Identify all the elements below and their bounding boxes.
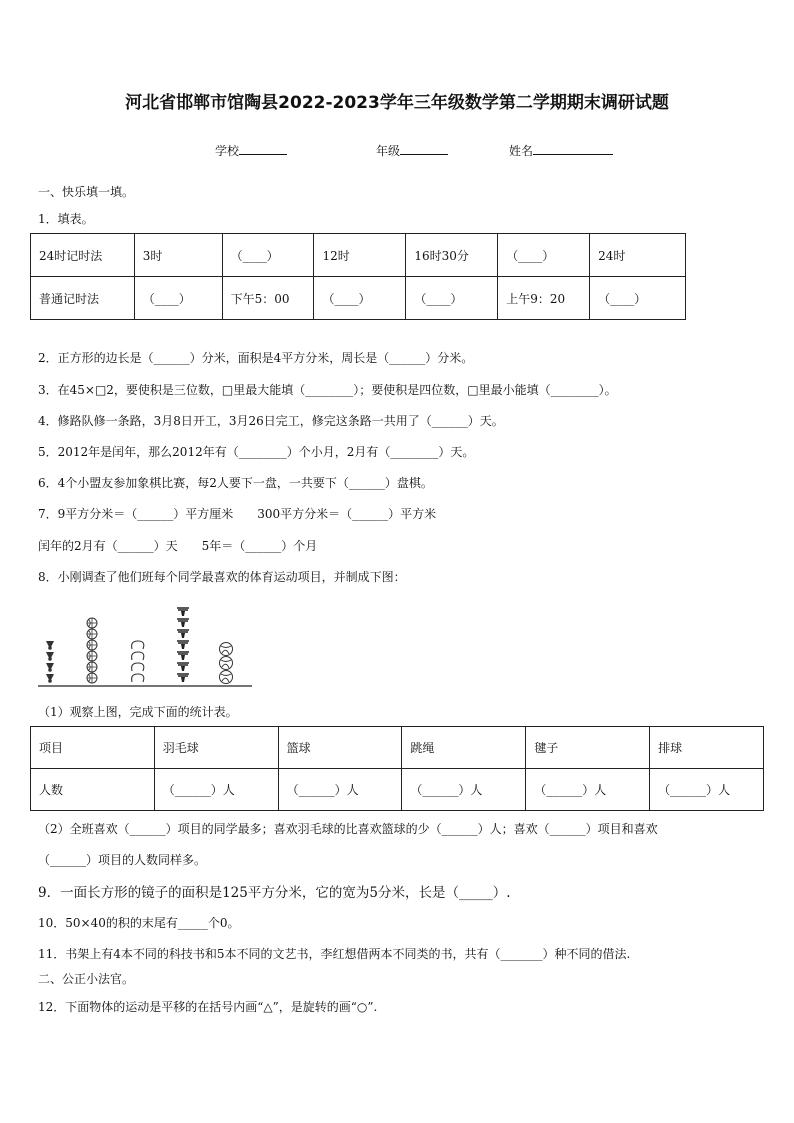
table-header: 项目: [31, 727, 155, 769]
shuttlecock-icon: [46, 641, 54, 650]
name-field: [509, 142, 613, 159]
table-header: 毽子: [526, 727, 650, 769]
grade-blank[interactable]: [400, 142, 448, 155]
jianzi-column: [177, 608, 189, 682]
table-cell-blank[interactable]: （______）人: [650, 769, 764, 811]
jianzi-icon: [177, 652, 189, 660]
jianzi-icon: [177, 663, 189, 671]
time-conversion-table: [30, 233, 686, 320]
volleyball-icon: [220, 643, 233, 656]
jump-rope-icon: [132, 641, 144, 649]
table-header: 跳绳: [402, 727, 526, 769]
question-9: 9．一面长方形的镜子的面积是125平方分米，它的宽为5分米，长是（_____）.: [38, 885, 511, 901]
table-cell: 上午9：20: [498, 277, 590, 320]
sports-pictograph: [30, 590, 260, 690]
table-row: [31, 727, 764, 769]
table-cell-blank[interactable]: （____）: [222, 234, 314, 277]
basketball-icon: [87, 618, 97, 628]
jump-rope-icon: [132, 652, 144, 660]
question-11: 11．书架上有4本不同的科技书和5本不同的文艺书，李红想借两本不同类的书，共有（_______）种不同的借法.: [38, 947, 631, 961]
table-cell-blank[interactable]: （____）: [314, 277, 406, 320]
table-cell-blank[interactable]: （______）人: [402, 769, 526, 811]
school-blank[interactable]: [239, 142, 287, 155]
name-blank[interactable]: [533, 142, 613, 155]
question-4: 4．修路队修一条路，3月8日开工，3月26日完工，修完这条路一共用了（______）天。: [38, 414, 504, 428]
basketball-icon: [87, 673, 97, 683]
question-6: 6．4个小盟友参加象棋比赛，每2人要下一盘，一共要下（______）盘棋。: [38, 476, 433, 490]
shuttlecock-icon: [46, 652, 54, 661]
table-row: [31, 234, 686, 277]
table-cell: 16时30分: [406, 234, 498, 277]
table-cell: 24时记时法: [31, 234, 135, 277]
jianzi-icon: [177, 608, 189, 616]
section-2-heading: 二、公正小法官。: [38, 972, 135, 986]
question-3: 3．在45×□2，要使积是三位数，□里最大能填（________）；要使积是四位数，□里最小能填（________）。: [38, 383, 617, 397]
grade-field: [376, 142, 448, 159]
table-cell: 普通记时法: [31, 277, 135, 320]
question-12: 12．下面物体的运动是平移的在括号内画“△”，是旋转的画“○”.: [38, 1000, 378, 1014]
basketball-column: [87, 618, 97, 683]
page-title: 河北省邯郸市馆陶县2022-2023学年三年级数学第二学期期末调研试题: [125, 93, 669, 113]
question-5: 5．2012年是闰年，那么2012年有（________）个小月，2月有（________）天。: [38, 445, 475, 459]
table-cell-blank[interactable]: （______）人: [278, 769, 402, 811]
jianzi-icon: [177, 619, 189, 627]
section-1-heading: 一、快乐填一填。: [38, 185, 135, 199]
question-8-label: 8．小刚调查了他们班每个同学最喜欢的体育运动项目，并制成下图：: [38, 570, 406, 584]
basketball-icon: [87, 640, 97, 650]
school-field: [215, 142, 287, 159]
table-cell-blank[interactable]: （____）: [134, 277, 222, 320]
volleyball-column: [220, 643, 233, 684]
name-label: 姓名: [509, 144, 534, 158]
table-header: 篮球: [278, 727, 402, 769]
question-2: 2．正方形的边长是（______）分米，面积是4平方分米，周长是（______）分米。: [38, 351, 474, 365]
jump-rope-icon: [132, 674, 144, 682]
table-row: [31, 769, 764, 811]
table-cell: 人数: [31, 769, 155, 811]
sports-statistics-table: [30, 726, 764, 811]
table-cell: 24时: [590, 234, 686, 277]
table-cell-blank[interactable]: （____）: [590, 277, 686, 320]
table-row: [31, 277, 686, 320]
table-cell: 下午5：00: [222, 277, 314, 320]
question-8-part-2-line-2: （______）项目的人数同样多。: [38, 853, 207, 867]
table-cell-blank[interactable]: （____）: [498, 234, 590, 277]
grade-label: 年级: [376, 144, 401, 158]
volleyball-icon: [220, 671, 233, 684]
table-cell: 12时: [314, 234, 406, 277]
question-8-part-2-line-1: （2）全班喜欢（______）项目的同学最多；喜欢羽毛球的比喜欢篮球的少（______）人；喜欢（______）项目和喜欢: [38, 822, 658, 836]
basketball-icon: [87, 651, 97, 661]
question-1-label: 1．填表。: [38, 212, 94, 226]
shuttlecock-icon: [46, 674, 54, 683]
shuttlecock-icon: [46, 663, 54, 672]
table-cell-blank[interactable]: （____）: [406, 277, 498, 320]
question-7-line-1: 7．9平方分米＝（______）平方厘米 300平方分米＝（______）平方米: [38, 507, 437, 521]
table-header: 羽毛球: [154, 727, 278, 769]
table-cell: 3时: [134, 234, 222, 277]
question-8-part-1: （1）观察上图，完成下面的统计表。: [38, 705, 238, 719]
table-cell-blank[interactable]: （______）人: [526, 769, 650, 811]
table-header: 排球: [650, 727, 764, 769]
jianzi-icon: [177, 630, 189, 638]
question-10: 10．50×40的积的末尾有_____个0。: [38, 916, 240, 930]
jianzi-icon: [177, 674, 189, 682]
jianzi-icon: [177, 641, 189, 649]
table-cell-blank[interactable]: （______）人: [154, 769, 278, 811]
basketball-icon: [87, 662, 97, 672]
shuttlecock-column: [46, 641, 54, 683]
volleyball-icon: [220, 657, 233, 670]
jump-rope-icon: [132, 663, 144, 671]
question-7-line-2: 闰年的2月有（______）天 5年＝（______）个月: [38, 539, 318, 553]
jump-rope-column: [132, 641, 144, 682]
basketball-icon: [87, 629, 97, 639]
school-label: 学校: [215, 144, 240, 158]
